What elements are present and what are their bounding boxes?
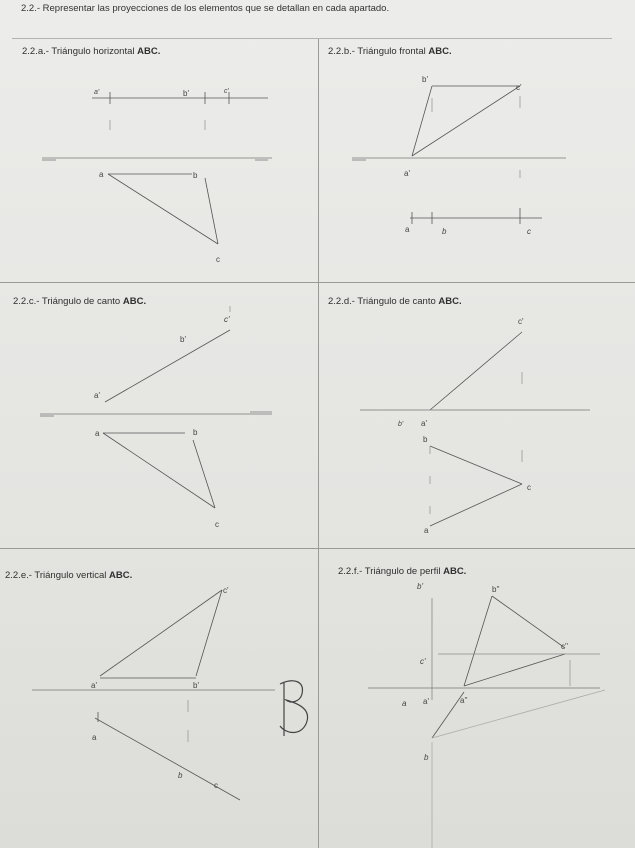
triangle-edge-ac bbox=[100, 590, 222, 676]
triangle-edge-ab bbox=[412, 86, 432, 156]
label-c: c bbox=[214, 781, 218, 790]
section-bold: ABC. bbox=[438, 296, 462, 307]
triangle-edge-ac bbox=[430, 484, 522, 526]
section-id: 2.2.e. bbox=[5, 570, 29, 581]
edge-view-line bbox=[105, 330, 230, 402]
label-c-prime: c' bbox=[516, 83, 522, 92]
triangle-edge-ac bbox=[464, 654, 565, 686]
triangle-edge-bc bbox=[196, 590, 222, 676]
label-b-prime: b' bbox=[193, 681, 199, 690]
label-b-prime: b' bbox=[422, 75, 428, 84]
label-a: a bbox=[95, 429, 100, 438]
section-text: - Triángulo de perfil bbox=[359, 566, 444, 577]
section-text: - Triángulo frontal bbox=[351, 46, 429, 57]
exercise-header: 2.2.- Representar las proyecciones de los elementos que se detallan en cada apartado. bbox=[21, 3, 390, 14]
label-a-prime: a' bbox=[91, 681, 97, 690]
section-bold: ABC. bbox=[137, 46, 161, 57]
label-c: c bbox=[216, 255, 220, 264]
triangle-edge-bc bbox=[193, 440, 215, 508]
section-bold: ABC. bbox=[122, 296, 147, 307]
label-b-hand: b bbox=[424, 753, 429, 762]
label-b-hand: b bbox=[178, 771, 183, 780]
edge-view-line bbox=[95, 718, 240, 800]
label-c-prime-hand: c' bbox=[420, 657, 426, 666]
label-b-prime: b' bbox=[183, 89, 189, 98]
label-a-hand: a bbox=[402, 699, 407, 708]
handwritten-signature bbox=[280, 681, 308, 736]
label-c: c bbox=[215, 520, 219, 529]
label-a: a bbox=[99, 170, 104, 179]
section-text: - Triángulo de canto bbox=[351, 296, 439, 307]
triangle-edge-ac bbox=[103, 433, 215, 508]
section-id: 2.2.c. bbox=[13, 296, 37, 307]
section-text: - Triángulo vertical bbox=[28, 570, 110, 581]
label-b-prime-hand: b' bbox=[417, 582, 423, 591]
triangle-edge-bc bbox=[205, 178, 218, 244]
triangle-edge-ac bbox=[108, 174, 218, 244]
label-c-prime: c' bbox=[223, 586, 229, 595]
section-bold: ABC. bbox=[443, 566, 467, 577]
label-c: c bbox=[527, 483, 531, 492]
label-b: b bbox=[423, 435, 428, 444]
label-a: a bbox=[92, 733, 97, 742]
label-b-prime-hand: b' bbox=[398, 421, 404, 428]
section-text: - Triángulo horizontal bbox=[45, 46, 138, 57]
label-a-prime: a' bbox=[421, 419, 427, 428]
triangle-edge-ac bbox=[412, 86, 520, 156]
label-c-prime-hand: c' bbox=[224, 88, 229, 95]
section-id: 2.2.a. bbox=[22, 46, 46, 57]
triangle-edge-bc bbox=[430, 446, 522, 484]
label-a-prime-hand: a' bbox=[94, 89, 100, 96]
triangle-edge-bc bbox=[492, 596, 565, 648]
label-b: b bbox=[193, 171, 198, 180]
label-c-prime-hand: c' bbox=[224, 315, 230, 324]
label-c-double-prime: c'' bbox=[561, 642, 569, 651]
section-id: 2.2.f. bbox=[338, 566, 360, 577]
label-b-double-prime: b'' bbox=[492, 585, 500, 594]
label-a-prime: a' bbox=[94, 391, 100, 400]
section-id: 2.2.b. bbox=[328, 46, 352, 57]
edge-view-line bbox=[430, 332, 522, 410]
label-c-hand: c bbox=[527, 227, 531, 236]
label-a: a bbox=[405, 225, 410, 234]
label-b-prime: b' bbox=[180, 335, 186, 344]
section-bold: ABC. bbox=[428, 46, 452, 57]
label-a-prime: a' bbox=[423, 697, 429, 706]
triangle-edge-ab bbox=[464, 596, 492, 686]
section-id: 2.2.d. bbox=[328, 296, 352, 307]
section-bold: ABC. bbox=[109, 570, 133, 581]
label-b-hand: b bbox=[442, 227, 447, 236]
label-c-prime: c' bbox=[518, 317, 524, 326]
label-b: b bbox=[193, 428, 198, 437]
section-text: - Triángulo de canto bbox=[36, 296, 123, 307]
label-a: a bbox=[424, 526, 429, 535]
label-a-prime: a' bbox=[404, 169, 410, 178]
label-a-double-prime: a'' bbox=[460, 696, 468, 705]
projection-line bbox=[432, 690, 605, 738]
